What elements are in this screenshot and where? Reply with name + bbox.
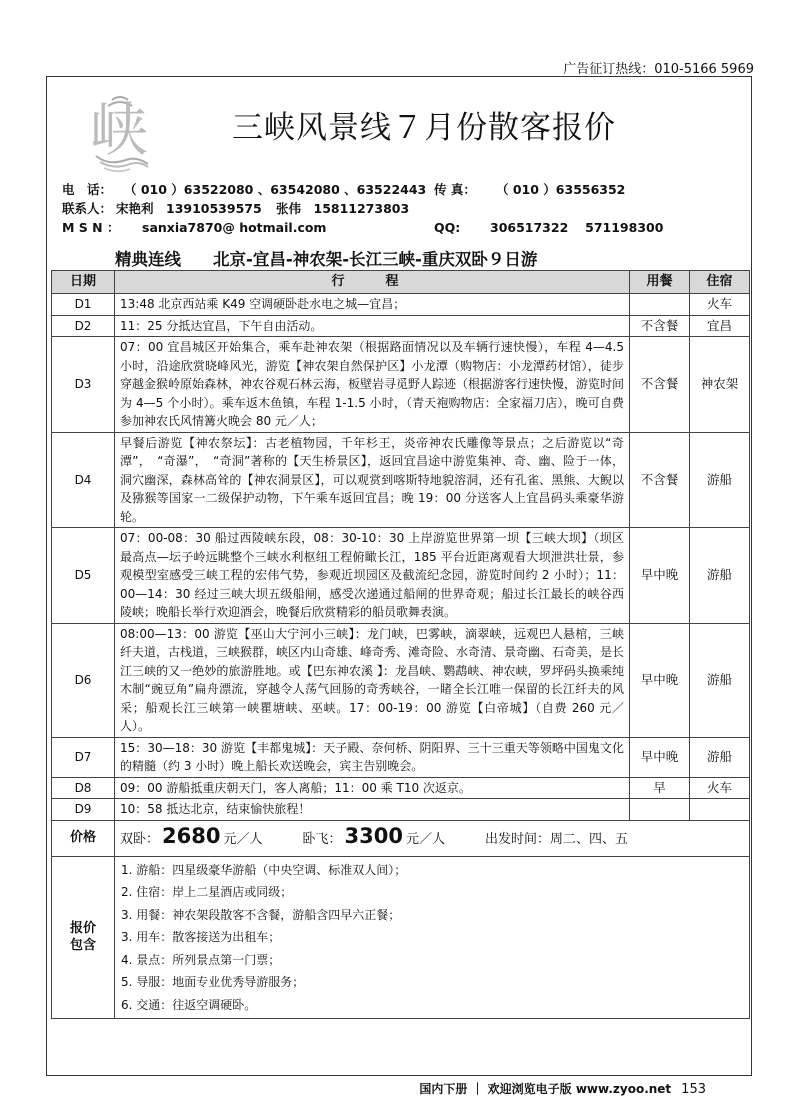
itinerary-table (51, 270, 750, 1019)
contact-person-row (62, 199, 409, 217)
price-row (52, 820, 750, 856)
route-name: 北京-宜昌-神农架-长江三峡-重庆双卧９日游 (213, 250, 538, 269)
meal-cell: 早中晚 (630, 623, 690, 737)
day-cell: D9 (52, 799, 115, 821)
phone-value: （ 010 ）63522080 、63542080 、63522443 (124, 182, 427, 197)
ad-hotline: 广告征订热线：010-5166 5969 (563, 62, 754, 77)
day-cell: D1 (52, 294, 115, 316)
fax-value: （ 010 ）63556352 (496, 182, 626, 197)
day-cell: D3 (52, 337, 115, 433)
day-cell: D4 (52, 432, 115, 528)
plan-cell: 07：00-08：30 船过西陵峡东段，08：30-10：30 上岸游览世界第一坝【三峡大坝】（坝区最高点—坛子岭远眺整个三峡水利枢纽工程俯瞰长江，185 平台近距离观看大坝泄洪壮景，参观模型室感受三峡工程的宏伟气势，参观近坝园区及截流纪念园，游览时间约 2 小时）；11：00—14：30 经过三峡大坝五级船闸，感受次递通过船闸的世界奇观；船过长江最长的峡谷西陵峡；晚船长举行欢迎酒会，晚餐后欣赏精彩的船员歌舞表演。 (115, 528, 630, 624)
include-item: 4. 景点：所列景点第一门票； (121, 952, 281, 967)
meal-cell: 不含餐 (630, 337, 690, 433)
table-row (52, 315, 750, 337)
footer-text: 国内下册 ｜ 欢迎浏览电子版 www.zyoo.net (419, 1082, 672, 1096)
includes-cell (115, 856, 750, 1019)
table-row (52, 737, 750, 777)
plan-cell: 15：30—18：30 游览【丰都鬼城】：天子殿、奈何桥、阴阳界、三十三重天等领略中国鬼文化的精髓（约 3 小时）晚上船长欢送晚会，宾主告别晚会。 (115, 737, 630, 777)
contact-person-1: 宋艳利 13910539575 (116, 201, 262, 216)
msn-label: M S N ： (62, 220, 120, 235)
table-row (52, 528, 750, 624)
table-header-row (52, 271, 750, 294)
meal-cell (630, 294, 690, 316)
include-item: 1. 游船：四星级豪华游船（中央空调、标准双人间）； (121, 862, 407, 877)
sleeper-price: 3300 (344, 823, 403, 848)
col-header-plan: 行 程 (115, 271, 630, 294)
sleeper-unit: 元／人 (405, 831, 445, 847)
logo (84, 90, 164, 170)
meal-cell: 早 (630, 777, 690, 799)
meal-cell: 不含餐 (630, 432, 690, 528)
route-heading (115, 246, 537, 270)
table-row (52, 432, 750, 528)
stay-cell: 宜昌 (690, 315, 750, 337)
meal-cell: 早中晚 (630, 737, 690, 777)
includes-row (52, 856, 750, 1019)
include-item: 3. 用车：散客接送为出租车； (121, 930, 281, 944)
page-title: 三峡风景线７月份散客报价 (232, 110, 616, 146)
stay-cell: 游船 (690, 432, 750, 528)
table-row (52, 777, 750, 799)
includes-label: 报价包含 (52, 856, 115, 1019)
plan-cell: 早餐后游览【神农祭坛】：古老植物园，千年杉王，炎帝神农氏雕像等景点；之后游览以“奇潭”， “奇瀑”， “奇洞”著称的【天生桥景区】，返回宜昌途中游览集神、奇、幽、险于一体，洞穴幽深，森林高耸的【神农洞景区】，可以观赏到喀斯特地貌溶洞，还有孔雀、黑熊、大鲵以及猕猴等国家一二级保护动物，下午乘车返回宜昌；晚 19：00 分送客人上宜昌码头乘豪华游轮。 (115, 432, 630, 528)
stay-cell (690, 799, 750, 821)
meal-cell: 早中晚 (630, 528, 690, 624)
meal-cell: 不含餐 (630, 315, 690, 337)
stay-cell: 游船 (690, 528, 750, 624)
logo-char: 峡 (90, 96, 149, 164)
col-header-stay: 住宿 (690, 271, 750, 294)
fax-label: 传 真： (434, 182, 476, 197)
table-row (52, 337, 750, 433)
table-row (52, 799, 750, 821)
qq-value: 306517322 571198300 (490, 220, 664, 235)
day-cell: D6 (52, 623, 115, 737)
double-unit: 元／人 (223, 831, 263, 847)
contact-msn-row (62, 218, 663, 236)
route-label: 精典连线 (115, 250, 181, 269)
contact-phone-row (62, 180, 625, 198)
stay-cell: 游船 (690, 623, 750, 737)
day-cell: D8 (52, 777, 115, 799)
meal-cell (630, 799, 690, 821)
price-label: 价格 (52, 820, 115, 856)
plan-cell: 09：00 游船抵重庆朝天门，客人离船；11：00 乘 T10 次返京。 (115, 777, 630, 799)
col-header-meal: 用餐 (630, 271, 690, 294)
stay-cell: 火车 (690, 294, 750, 316)
phone-label: 电 话： (62, 182, 113, 197)
contact-person-2: 张伟 15811273803 (276, 201, 410, 216)
double-price: 2680 (162, 823, 221, 848)
table-row (52, 623, 750, 737)
qq-label: QQ: (434, 220, 461, 235)
include-item: 2. 住宿：岸上二星酒店或同级； (121, 885, 293, 899)
plan-cell: 08:00—13：00 游览【巫山大宁河小三峡】：龙门峡，巴雾峡，滴翠峡，远观巴人悬棺，三峡纤夫道，古栈道，三峡猴群，峡区内山奇雄、峰奇秀、滩奇险、水奇清、景奇幽、石奇美，是长江三峡的又一绝妙的旅游胜地。或【巴东神农溪 】：龙昌峡、鹦鹉峡、神农峡，罗坪码头换乘纯木制“豌豆角”扁舟漂流，穿越令人荡气回肠的奇秀峡谷，一睹全长江唯一保留的长江纤夫的风采；船观长江三峡第一峡瞿塘峡、巫峡。17：00-19：00 游览【白帝城】（自费 260 元／人）。 (115, 623, 630, 737)
departure-time: 出发时间：周二、四、五 (484, 831, 628, 847)
day-cell: D2 (52, 315, 115, 337)
include-item: 6. 交通：往返空调硬卧。 (121, 997, 257, 1012)
sleeper-label: 卧飞： (302, 831, 342, 847)
plan-cell: 11：25 分抵达宜昌，下午自由活动。 (115, 315, 630, 337)
col-header-day: 日期 (52, 271, 115, 294)
stay-cell: 游船 (690, 737, 750, 777)
stay-cell: 火车 (690, 777, 750, 799)
stay-cell: 神农架 (690, 337, 750, 433)
plan-cell: 10：58 抵达北京，结束愉快旅程！ (115, 799, 630, 821)
page-footer (46, 1080, 752, 1097)
msn-value: sanxia7870@ hotmail.com (142, 220, 327, 235)
include-item: 5. 导服：地面专业优秀导游服务； (121, 975, 305, 989)
include-item: 3. 用餐：神农架段散客不含餐，游船含四早六正餐； (121, 907, 401, 922)
day-cell: D5 (52, 528, 115, 624)
double-label: 双卧： (120, 831, 160, 847)
table-row (52, 294, 750, 316)
price-cell (115, 820, 750, 856)
plan-cell: 07：00 宜昌城区开始集合，乘车赴神农架（根据路面情况以及车辆行速快慢），车程 4—4.5 小时，沿途欣赏晓峰风光，游览【神农架自然保护区】小龙潭（购物店：小龙潭药材馆），徒步穿越金猴岭原始森林，神农谷观石林云海，板壁岩寻觅野人踪迹（根据游客行速快慢，游览时间为 4—5 个小时）。乘车返木鱼镇，车程 1-1.5 小时，（青天袍购物店：全家福刀店），晚可自费参加神农氏风情篝火晚会 80 元／人； (115, 337, 630, 433)
plan-cell: 13:48 北京西站乘 K49 空调硬卧赴水电之城—宜昌； (115, 294, 630, 316)
page-number: 153 (681, 1082, 706, 1097)
day-cell: D7 (52, 737, 115, 777)
contact-label: 联系人： (62, 201, 113, 216)
